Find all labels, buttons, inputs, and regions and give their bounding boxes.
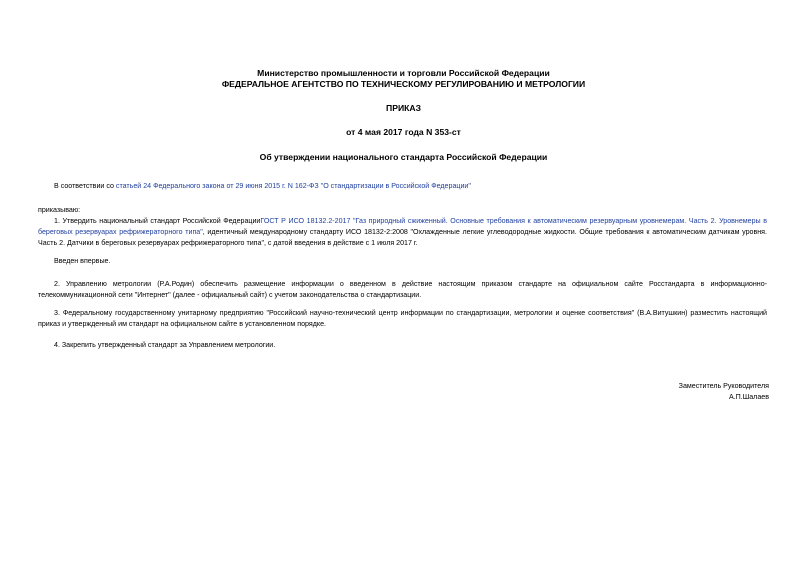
agency-name: ФЕДЕРАЛЬНОЕ АГЕНТСТВО ПО ТЕХНИЧЕСКОМУ РЕГУЛИРОВАНИЮ И МЕТРОЛОГИИ: [221, 79, 586, 89]
ministry-name: Министерство промышленности и торговли Российской Федерации: [257, 68, 550, 78]
introduced-note: Введен впервые.: [54, 257, 111, 265]
item-1-paragraph: [38, 216, 767, 249]
document-date-number: от 4 мая 2017 года N 353-ст: [346, 127, 461, 137]
item-3-paragraph: 3. Федеральному государственному унитарному предприятию "Российский научно-технический центр информации по стандартизации, метрологии и оценке соответствия" (В.А.Витушкин) разместить настоящий приказ и утвержденный им стандарт на официальном сайте в установленном порядке.: [38, 309, 767, 328]
preamble-paragraph: [38, 181, 767, 192]
item-1-text-end: , идентичный международному стандарту ИСО 18132-2:2008 "Охлажденные легкие углеводородные жидкости. Общие требования к автоматическим датчикам уровня. Часть 2. Датчики в береговых резервуарах рефрижераторного типа", с датой введения в действие с 1 июля 2017 г.: [38, 228, 767, 247]
item-4-paragraph: 4. Закрепить утвержденный стандарт за Управлением метрологии.: [54, 341, 276, 349]
preamble-text: В соответствии со: [54, 182, 116, 190]
document-title: Об утверждении национального стандарта Российской Федерации: [259, 152, 548, 162]
order-word: приказываю:: [38, 206, 81, 214]
signature-position: Заместитель Руководителя: [678, 382, 769, 390]
gost-standard-link[interactable]: ГОСТ Р ИСО 18132.2-2017 "Газ природный сжиженный. Основные требования к автоматическим резервуарным уровнемерам. Часть 2. Уровнемеры в береговых резервуарах рефрижераторного типа": [38, 217, 767, 236]
law-article-link[interactable]: статьей 24 Федерального закона от 29 июня 2015 г. N 162-ФЗ "О стандартизации в Российской Федерации": [115, 182, 471, 190]
item-2-paragraph: 2. Управлению метрологии (Р.А.Родин) обеспечить размещение информации о введенном в действие настоящим приказом стандарте на официальном сайте Росстандарта в информационно-телекоммуникационной сети "Интернет" (далее - официальный сайт) с учетом законодательства о стандартизации.: [38, 280, 767, 299]
document-type: ПРИКАЗ: [386, 103, 421, 113]
signature-name: А.П.Шалаев: [728, 393, 769, 401]
item-1-text-start: 1. Утвердить национальный стандарт Российской Федерации: [54, 217, 261, 225]
